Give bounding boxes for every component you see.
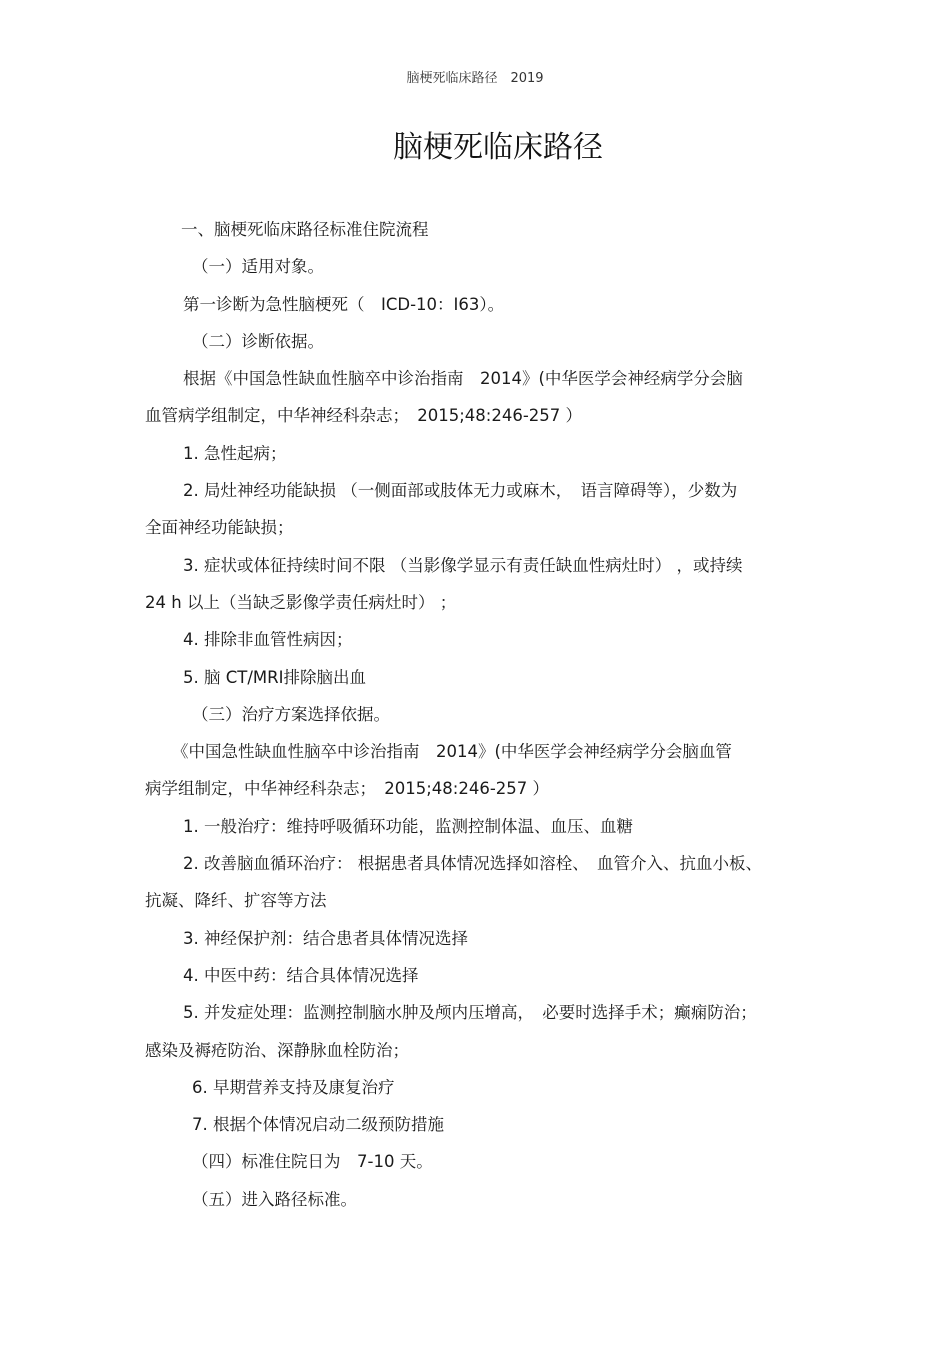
document-body <box>145 211 810 1218</box>
list-item: 2. 局灶神经功能缺损 （一侧面部或肢体无力或麻木， 语言障碍等），少数为 <box>183 481 738 501</box>
subsection-heading: （四）标准住院日为 7-10 天。 <box>192 1152 433 1172</box>
subsection-heading: （一）适用对象。 <box>192 257 324 277</box>
list-item: 6. 早期营养支持及康复治疗 <box>192 1077 395 1097</box>
subsection-heading: （二）诊断依据。 <box>192 331 324 351</box>
list-item: 1. 急性起病； <box>183 443 287 463</box>
paragraph-line: 24 h 以上（当缺乏影像学责任病灶时） ； <box>145 592 457 612</box>
list-item: 1. 一般治疗：维持呼吸循环功能，监测控制体温、血压、血糖 <box>183 816 633 836</box>
list-item: 7. 根据个体情况启动二级预防措施 <box>192 1115 444 1135</box>
document-title: 脑梗死临床路径 <box>393 130 603 165</box>
list-item: 3. 神经保护剂：结合患者具体情况选择 <box>183 928 468 948</box>
paragraph-line: 抗凝、降纤、扩容等方法 <box>145 891 327 911</box>
list-item: 4. 中医中药：结合具体情况选择 <box>183 965 419 985</box>
subsection-heading: （三）治疗方案选择依据。 <box>192 704 390 724</box>
running-header: 脑梗死临床路径 2019 <box>406 71 544 86</box>
paragraph-line: 根据《中国急性缺血性脑卒中诊治指南 2014》(中华医学会神经病学分会脑 <box>183 369 743 389</box>
paragraph-line: 感染及褥疮防治、深静脉血栓防治； <box>145 1040 409 1060</box>
paragraph-line: 《中国急性缺血性脑卒中诊治指南 2014》(中华医学会神经病学分会脑血管 <box>172 742 732 762</box>
list-item: 5. 脑 CT/MRI排除脑出血 <box>183 667 366 687</box>
paragraph-line: 全面神经功能缺损； <box>145 518 294 538</box>
list-item: 4. 排除非血管性病因； <box>183 630 353 650</box>
paragraph-line: 第一诊断为急性脑梗死（ ICD-10：I63）。 <box>183 294 505 314</box>
list-item: 2. 改善脑血循环治疗： 根据患者具体情况选择如溶栓、 血管介入、抗血小板、 <box>183 854 762 874</box>
list-item: 3. 症状或体征持续时间不限 （当影像学显示有责任缺血性病灶时） ，或持续 <box>183 555 743 575</box>
list-item: 5. 并发症处理：监测控制脑水肿及颅内压增高， 必要时选择手术；癫痫防治； <box>183 1003 757 1023</box>
section-heading: 一、脑梗死临床路径标准住院流程 <box>181 220 429 239</box>
paragraph-line: 病学组制定，中华神经科杂志； 2015;48:246-257 ） <box>145 779 550 799</box>
subsection-heading: （五）进入路径标准。 <box>192 1189 357 1209</box>
paragraph-line: 血管病学组制定，中华神经科杂志； 2015;48:246-257 ） <box>145 406 583 426</box>
